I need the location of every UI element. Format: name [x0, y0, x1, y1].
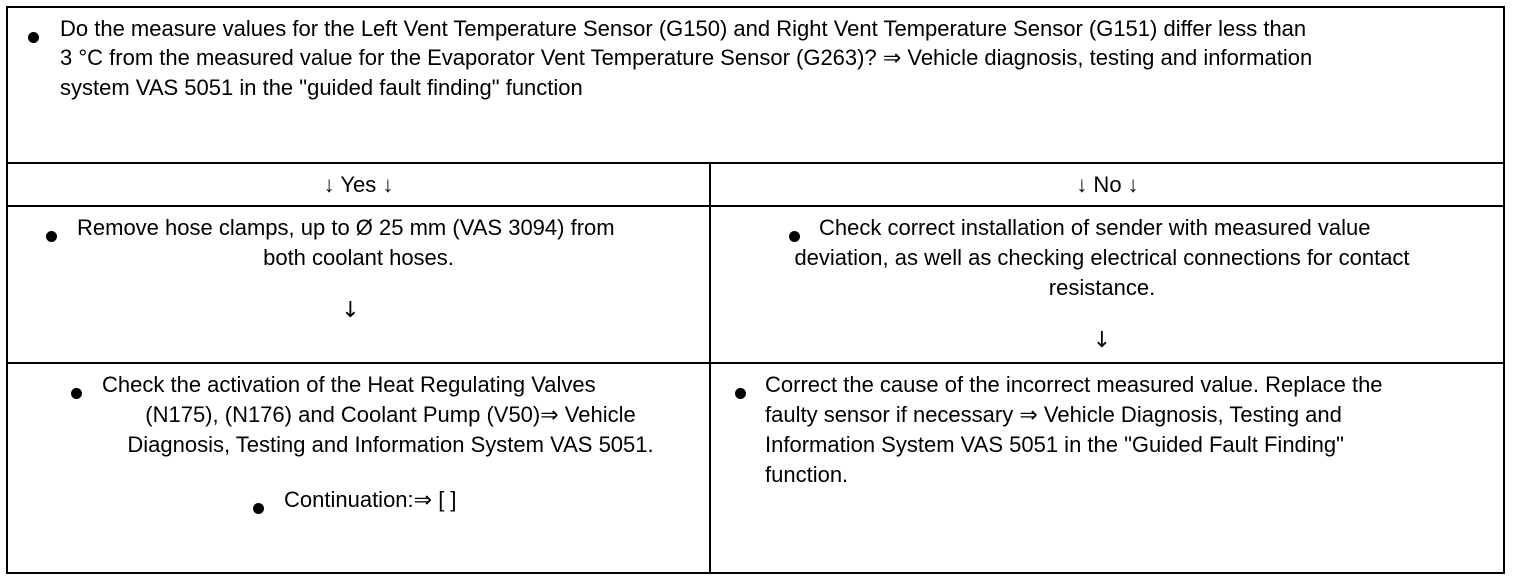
yes-step-2-cell [8, 364, 709, 574]
yes-step-1-line-2: both coolant hoses. [263, 245, 454, 270]
question-line-1: Do the measure values for the Left Vent Temperature Sensor (G150) and Right Vent Temperature Sensor (G151) differ less than [60, 16, 1307, 41]
yes-header: ↓ Yes ↓ [323, 172, 394, 197]
yes-step-2-line-1: Check the activation of the Heat Regulating Valves [102, 372, 596, 397]
no-step-1-line-1: Check correct installation of sender with measured value [819, 215, 1371, 240]
continuation-link[interactable]: Continuation:⇒ [ ] [284, 487, 457, 512]
yes-step-2-line-2: (N175), (N176) and Coolant Pump (V50)⇒ Vehicle [145, 402, 636, 427]
yes-step-1-line-1: Remove hose clamps, up to Ø 25 mm (VAS 3094) from [77, 215, 615, 240]
no-header: ↓ No ↓ [1076, 172, 1139, 197]
yes-step-2-line-3: Diagnosis, Testing and Information System VAS 5051. [127, 432, 654, 457]
no-step-1-cell [711, 207, 1504, 362]
yes-step-1-cell [8, 207, 709, 362]
no-step-1-line-3: resistance. [1048, 275, 1156, 300]
bullet-icon [735, 379, 746, 405]
bullet-icon [253, 494, 264, 520]
down-arrow-icon: ↓ [1092, 328, 1112, 353]
question-line-2: 3 °C from the measured value for the Evaporator Vent Temperature Sensor (G263)? ⇒ Vehicle diagnosis, testing and information [60, 45, 1313, 70]
question-line-3: system VAS 5051 in the "guided fault finding" function [60, 75, 583, 100]
no-step-2-line-2: faulty sensor if necessary ⇒ Vehicle Diagnosis, Testing and [765, 402, 1342, 427]
no-step-2-line-1: Correct the cause of the incorrect measured value. Replace the [765, 372, 1383, 397]
bullet-icon [28, 23, 39, 49]
row-divider-question [6, 162, 1505, 164]
down-arrow-icon: ↓ [341, 298, 360, 323]
no-step-2-line-4: function. [765, 462, 849, 487]
no-step-2-line-3: Information System VAS 5051 in the "Guided Fault Finding" [765, 432, 1344, 457]
no-step-1-line-2: deviation, as well as checking electrical connections for contact [794, 245, 1410, 270]
no-step-2-cell [711, 364, 1504, 574]
